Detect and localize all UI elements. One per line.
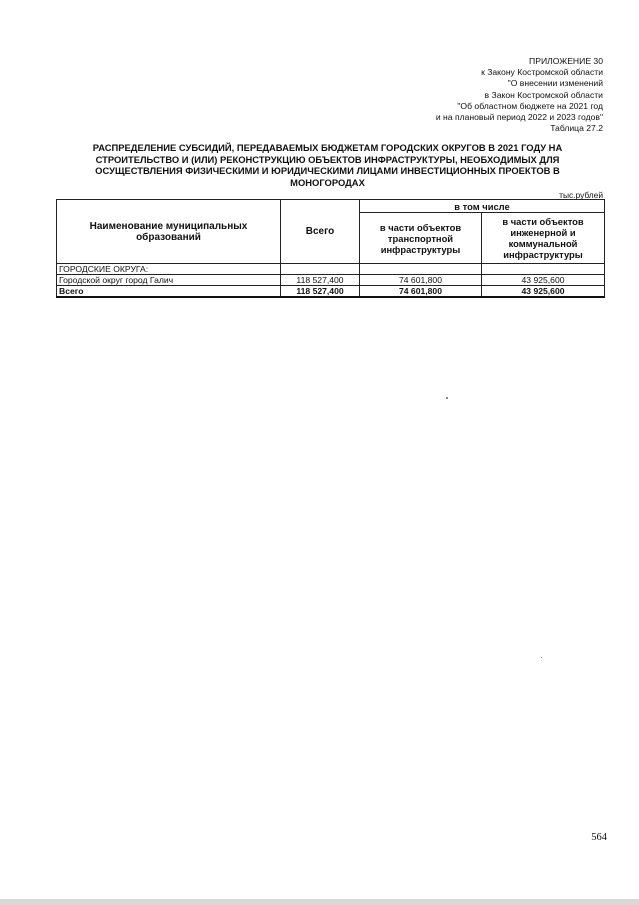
section-empty-cell xyxy=(482,264,605,275)
subsidy-table xyxy=(56,199,605,298)
scan-bottom-edge xyxy=(0,899,639,905)
appendix-header xyxy=(436,56,603,134)
row-total: 118 527,400 xyxy=(281,275,360,286)
appendix-number: ПРИЛОЖЕНИЕ 30 xyxy=(529,56,603,66)
appendix-amendment-line: "О внесении изменений xyxy=(507,78,603,89)
section-empty-cell xyxy=(281,264,360,275)
units-label: тыс.рублей xyxy=(559,190,603,200)
section-empty-cell xyxy=(360,264,482,275)
appendix-budget-line: "Об областном бюджете на 2021 год xyxy=(457,100,603,111)
header-total: Всего xyxy=(281,200,360,264)
row-transport: 74 601,800 xyxy=(360,275,482,286)
appendix-law-line: к Закону Костромской области xyxy=(481,67,603,78)
header-transport: в части объектов транспортной инфраструктуры xyxy=(360,213,482,264)
totals-label: Всего xyxy=(57,286,281,298)
appendix-period-line: и на плановый период 2022 и 2023 годов" xyxy=(435,112,603,123)
table-number: Таблица 27.2 xyxy=(550,123,603,134)
document-title: РАСПРЕДЕЛЕНИЕ СУБСИДИЙ, ПЕРЕДАВАЕМЫХ БЮДЖЕТАМ ГОРОДСКИХ ОКРУГОВ В 2021 ГОДУ НА СТРОИТЕЛЬСТВО И (ИЛИ) РЕКОНСТРУКЦИЮ ОБЪЕКТОВ ИНФРАСТРУКТУРЫ, НЕОБХОДИМЫХ ДЛЯ ОСУЩЕСТВЛЕНИЯ ФИЗИЧЕСКИМИ И ЮРИДИЧЕСКИМИ ЛИЦАМИ ИНВЕСТИЦИОННЫХ ПРОЕКТОВ В МОНОГОРОДАХ xyxy=(92,142,563,188)
scan-speck xyxy=(541,657,542,658)
totals-transport: 74 601,800 xyxy=(360,286,482,298)
table-row xyxy=(57,275,605,286)
totals-total: 118 527,400 xyxy=(281,286,360,298)
appendix-law-ref-line: в Закон Костромской области xyxy=(484,89,603,100)
row-engineering: 43 925,600 xyxy=(482,275,605,286)
header-engineering: в части объектов инженерной и коммунальной инфраструктуры xyxy=(482,213,605,264)
header-including: в том числе xyxy=(360,200,605,213)
page-number: 564 xyxy=(591,832,607,843)
table-header-row xyxy=(57,200,605,213)
scan-speck xyxy=(446,397,448,399)
totals-engineering: 43 925,600 xyxy=(482,286,605,298)
header-municipality: Наименование муниципальных образований xyxy=(57,200,281,264)
section-label: ГОРОДСКИЕ ОКРУГА: xyxy=(57,264,281,275)
row-municipality: Городской округ город Галич xyxy=(57,275,281,286)
section-row xyxy=(57,264,605,275)
totals-row xyxy=(57,286,605,298)
